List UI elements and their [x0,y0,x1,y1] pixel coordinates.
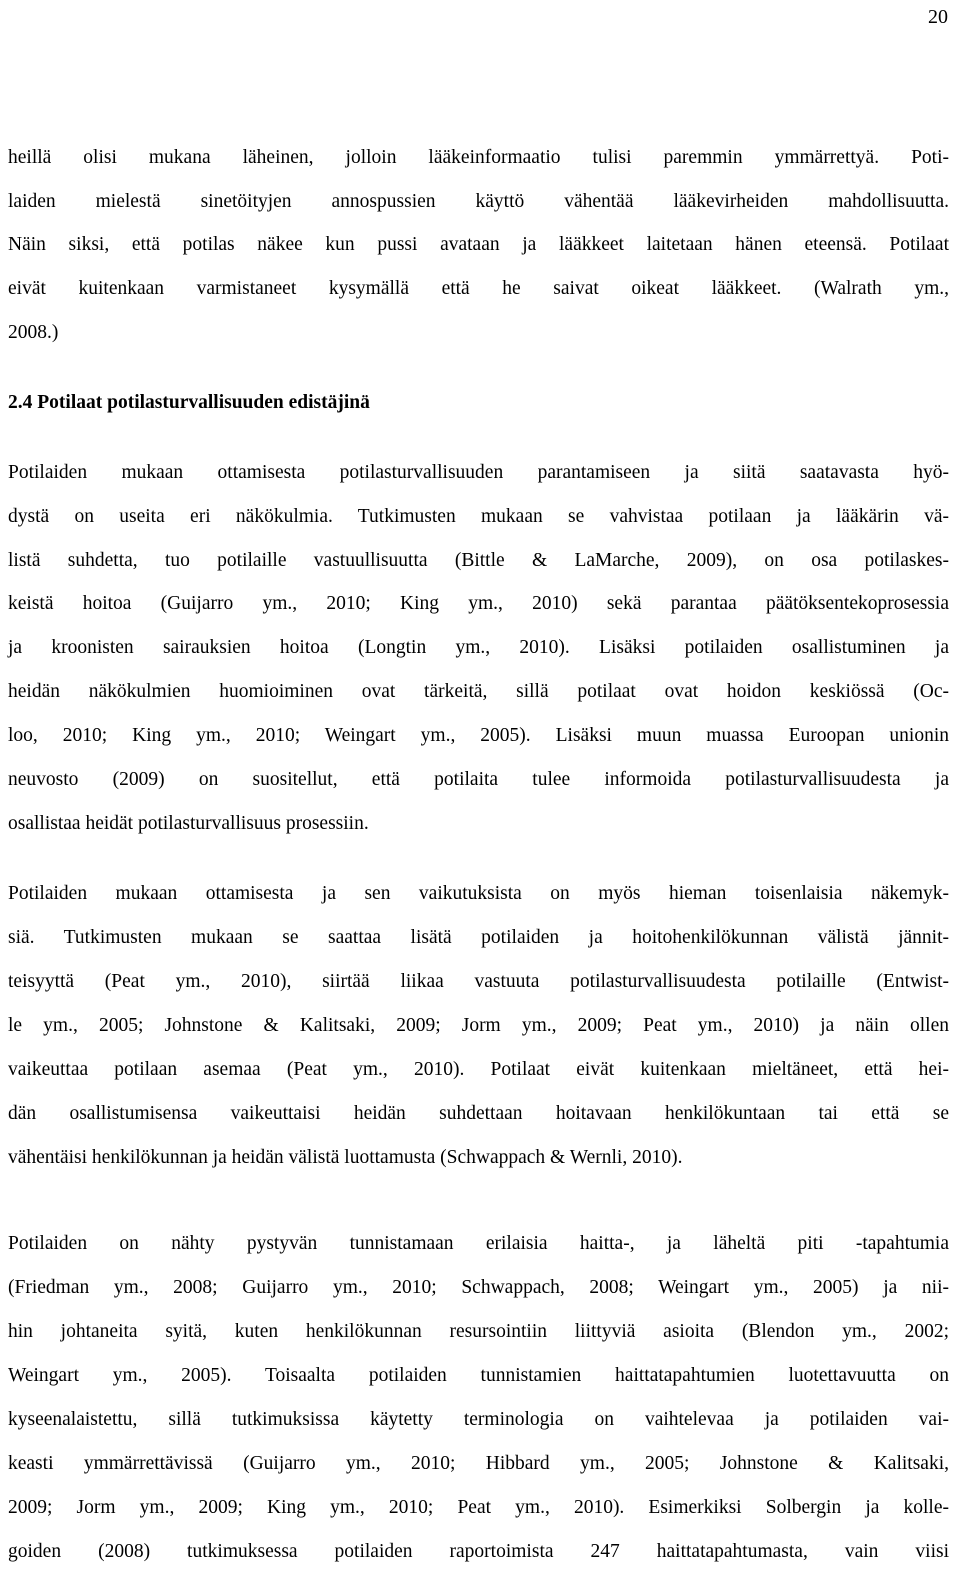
paragraph-2-line-2: teisyyttä (Peat ym., 2010), siirtää liikaa vastuuta potilasturvallisuudesta potilaille (Entwist- [8,971,949,992]
paragraph-2-line-3: le ym., 2005; Johnstone & Kalitsaki, 2009; Jorm ym., 2009; Peat ym., 2010) ja näin ollen [8,1015,949,1036]
paragraph-0-line-2: Näin siksi, että potilas näkee kun pussi avataan ja lääkkeet laitetaan hänen eteensä. Potilaat [8,234,949,255]
paragraph-2-line-1: siä. Tutkimusten mukaan se saattaa lisätä potilaiden ja hoitohenkilökunnan välistä jännit- [8,927,949,948]
paragraph-1-line-3: keistä hoitoa (Guijarro ym., 2010; King ym., 2010) sekä parantaa päätöksentekoprosessia [8,593,949,614]
paragraph-0-line-1: laiden mielestä sinetöityjen annospussien käyttö vähentää lääkevirheiden mahdollisuutta. [8,191,949,212]
paragraph-0-line-4: 2008.) [8,322,59,343]
paragraph-1-line-8: osallistaa heidät potilasturvallisuus prosessiin. [8,813,369,834]
paragraph-3-line-3: Weingart ym., 2005). Toisaalta potilaiden tunnistamien haittatapahtumien luotettavuutta on [8,1365,949,1386]
paragraph-1-line-4: ja kroonisten sairauksien hoitoa (Longtin ym., 2010). Lisäksi potilaiden osallistuminen ja [8,637,949,658]
paragraph-3-line-1: (Friedman ym., 2008; Guijarro ym., 2010; Schwappach, 2008; Weingart ym., 2005) ja nii- [8,1277,949,1298]
page-number: 20 [928,6,948,28]
paragraph-1-line-2: listä suhdetta, tuo potilaille vastuullisuutta (Bittle & LaMarche, 2009), on osa potilaskes- [8,550,949,571]
paragraph-2-line-4: vaikeuttaa potilaan asemaa (Peat ym., 2010). Potilaat eivät kuitenkaan mieltäneet, että hei- [8,1059,949,1080]
paragraph-3-line-5: keasti ymmärrettävissä (Guijarro ym., 2010; Hibbard ym., 2005; Johnstone & Kalitsaki, [8,1453,949,1474]
paragraph-1-line-6: loo, 2010; King ym., 2010; Weingart ym., 2005). Lisäksi muun muassa Euroopan unionin [8,725,949,746]
paragraph-3-line-0: Potilaiden on nähty pystyvän tunnistamaan erilaisia haitta-, ja läheltä piti -tapahtumia [8,1233,949,1254]
paragraph-1-line-1: dystä on useita eri näkökulmia. Tutkimusten mukaan se vahvistaa potilaan ja lääkärin vä- [8,506,949,527]
paragraph-2-line-0: Potilaiden mukaan ottamisesta ja sen vaikutuksista on myös hieman toisenlaisia näkemyk- [8,883,949,904]
paragraph-3-line-4: kyseenalaistettu, sillä tutkimuksissa käytetty terminologia on vaihtelevaa ja potilaiden vai- [8,1409,949,1430]
paragraph-3-line-6: 2009; Jorm ym., 2009; King ym., 2010; Peat ym., 2010). Esimerkiksi Solbergin ja kolle- [8,1497,949,1518]
paragraph-3-line-2: hin johtaneita syitä, kuten henkilökunnan resursointiin liittyviä asioita (Blendon ym., 2002; [8,1321,949,1342]
section-heading: 2.4 Potilaat potilasturvallisuuden edistäjinä [8,392,370,413]
paragraph-1-line-0: Potilaiden mukaan ottamisesta potilasturvallisuuden parantamiseen ja siitä saatavasta hyö- [8,462,949,483]
paragraph-0-line-3: eivät kuitenkaan varmistaneet kysymällä että he saivat oikeat lääkkeet. (Walrath ym., [8,278,949,299]
paragraph-0-line-0: heillä olisi mukana läheinen, jolloin lääkeinformaatio tulisi paremmin ymmärrettyä. Poti- [8,147,949,168]
paragraph-3-line-7: goiden (2008) tutkimuksessa potilaiden raportoimista 247 haittatapahtumasta, vain viisi [8,1541,949,1562]
paragraph-2-line-5: dän osallistumisensa vaikeuttaisi heidän suhdettaan hoitavaan henkilökuntaan tai että se [8,1103,949,1124]
paragraph-1-line-7: neuvosto (2009) on suositellut, että potilaita tulee informoida potilasturvallisuudesta ja [8,769,949,790]
paragraph-1-line-5: heidän näkökulmien huomioiminen ovat tärkeitä, sillä potilaat ovat hoidon keskiössä (Oc- [8,681,949,702]
paragraph-2-line-6: vähentäisi henkilökunnan ja heidän välistä luottamusta (Schwappach & Wernli, 2010). [8,1147,683,1168]
